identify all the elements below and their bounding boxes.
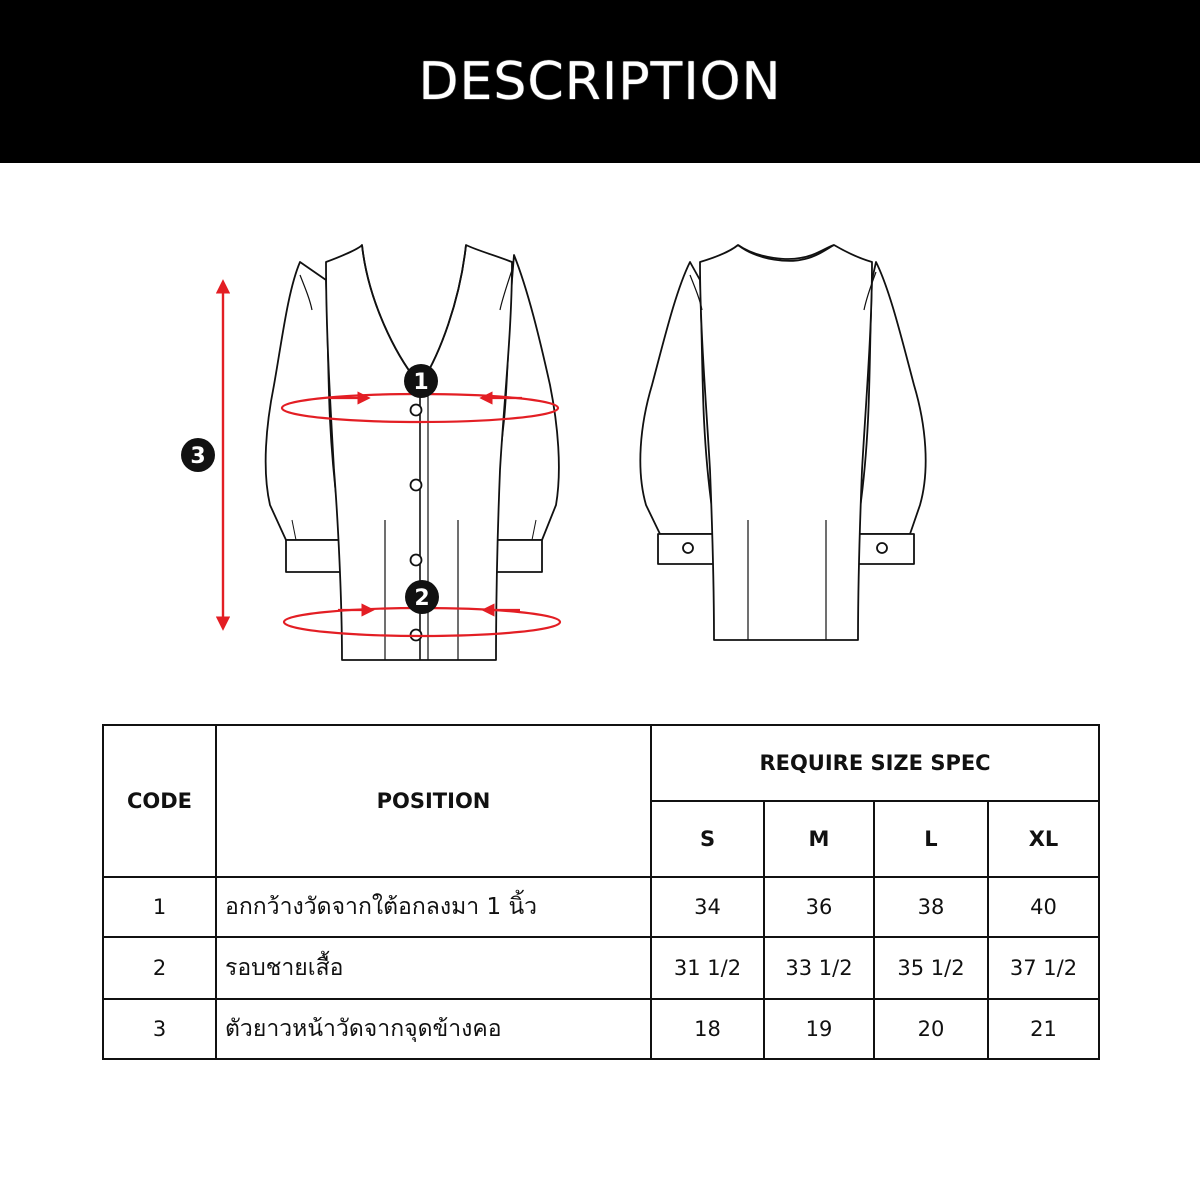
front-left-cuff [286,540,342,572]
table-row [103,877,1099,937]
row-value-m: 33 1/2 [764,937,874,999]
header-banner [0,0,1200,163]
row-position: อกกว้างวัดจากใต้อกลงมา 1 นิ้ว [216,877,651,937]
button-icon [411,555,422,566]
back-body [700,245,872,640]
row-code: 2 [103,937,216,999]
table-row [103,999,1099,1059]
marker-2 [405,580,439,614]
back-view-drawing [640,245,925,640]
row-code: 3 [103,999,216,1059]
button-icon [411,405,422,416]
row-value-s: 34 [651,877,764,937]
button-icon [683,543,693,553]
marker-1 [404,364,438,398]
size-header-l: L [874,801,988,877]
garment-diagram [0,163,1200,723]
row-position: รอบชายเสื้อ [216,937,651,999]
size-header-xl: XL [988,801,1099,877]
row-value-xl: 40 [988,877,1099,937]
row-value-l: 38 [874,877,988,937]
button-icon [877,543,887,553]
row-value-m: 36 [764,877,874,937]
size-header-s: S [651,801,764,877]
column-header-position: POSITION [216,725,651,877]
marker-3 [181,438,215,472]
svg-text:1: 1 [413,370,429,395]
column-header-code: CODE [103,725,216,877]
column-group-header: REQUIRE SIZE SPEC [651,725,1099,801]
svg-text:2: 2 [414,586,430,611]
row-value-xl: 21 [988,999,1099,1059]
row-position: ตัวยาวหน้าวัดจากจุดข้างคอ [216,999,651,1059]
svg-text:3: 3 [190,444,206,469]
size-header-m: M [764,801,874,877]
row-value-l: 20 [874,999,988,1059]
row-value-m: 19 [764,999,874,1059]
size-spec-table-wrapper [102,724,1098,1060]
table-row [103,937,1099,999]
button-icon [411,480,422,491]
size-spec-table [102,724,1100,1060]
page-title: DESCRIPTION [418,51,782,112]
row-value-s: 31 1/2 [651,937,764,999]
row-value-xl: 37 1/2 [988,937,1099,999]
row-value-l: 35 1/2 [874,937,988,999]
row-code: 1 [103,877,216,937]
row-value-s: 18 [651,999,764,1059]
